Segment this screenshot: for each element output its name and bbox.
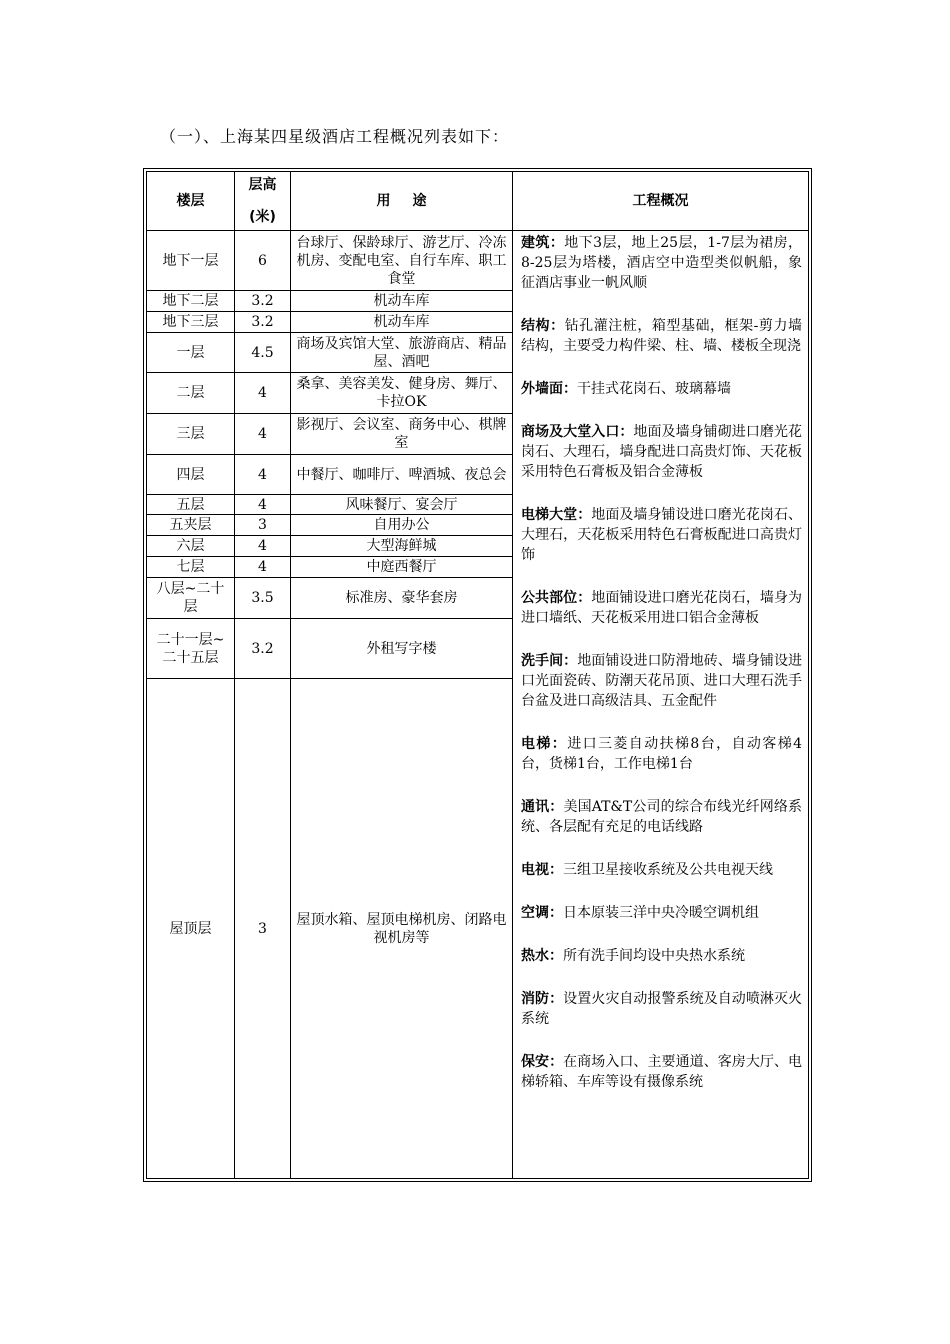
usage-cell: 机动车库 [291, 312, 513, 333]
height-cell: 4 [235, 455, 291, 495]
overview-text: 干挂式花岗石、玻璃幕墙 [577, 381, 731, 397]
overview-label: 外墙面： [521, 381, 577, 397]
overview-label: 空调： [521, 905, 563, 921]
overview-item [521, 588, 802, 628]
table-row [147, 231, 809, 291]
usage-cell: 风味餐厅、宴会厅 [291, 495, 513, 515]
usage-cell: 桑拿、美容美发、健身房、舞厅、卡拉OK [291, 373, 513, 414]
overview-text: 三组卫星接收系统及公共电视天线 [563, 862, 773, 878]
overview-text: 地面及墙身铺设进口磨光花岗石、大理石，天花板采用特色石膏板配进口高贵灯饰 [521, 507, 803, 563]
usage-cell: 屋顶水箱、屋顶电梯机房、闭路电视机房等 [291, 679, 513, 1179]
overview-label: 洗手间： [521, 653, 578, 669]
overview-label: 结构： [521, 318, 565, 334]
height-cell: 3 [235, 515, 291, 536]
overview-text: 地下3层，地上25层，1-7层为裙房，8-25层为塔楼，酒店空中造型类似帆船，象征酒店事业一帆风顺 [521, 235, 802, 291]
floor-cell: 八层~二十层 [147, 578, 235, 619]
overview-label: 建筑： [521, 235, 565, 251]
table-header-row [147, 172, 809, 231]
overview-item [521, 651, 802, 711]
overview-label: 商场及大堂入口： [521, 424, 634, 440]
header-height-line2: (米) [249, 209, 276, 225]
overview-item [521, 505, 802, 565]
overview-item [521, 903, 802, 923]
overview-text: 地面铺设进口磨光花岗石，墙身为进口墙纸、天花板采用进口铝合金薄板 [521, 590, 803, 626]
overview-item [521, 1052, 802, 1092]
overview-label: 电视： [521, 862, 563, 878]
usage-cell: 商场及宾馆大堂、旅游商店、精品屋、酒吧 [291, 333, 513, 373]
floor-cell: 二层 [147, 373, 235, 414]
overview-item [521, 946, 802, 966]
usage-cell: 自用办公 [291, 515, 513, 536]
height-cell: 4 [235, 495, 291, 515]
overview-label: 保安： [521, 1054, 564, 1070]
project-table-frame [143, 168, 812, 1182]
overview-item [521, 734, 802, 774]
header-height-line1: 层高 [248, 177, 277, 193]
overview-text: 所有洗手间均设中央热水系统 [563, 948, 745, 964]
height-cell: 3.2 [235, 619, 291, 679]
overview-label: 通讯： [521, 799, 564, 815]
overview-item [521, 422, 802, 482]
header-height [235, 172, 291, 231]
overview-text: 进口三菱自动扶梯8台，自动客梯4台，货梯1台，工作电梯1台 [521, 736, 802, 772]
usage-cell: 标准房、豪华套房 [291, 578, 513, 619]
overview-item [521, 233, 802, 293]
height-cell: 3 [235, 679, 291, 1179]
height-cell: 4 [235, 414, 291, 455]
overview-label: 公共部位： [521, 590, 592, 606]
height-cell: 4 [235, 557, 291, 578]
overview-text: 地面及墙身铺砌进口磨光花岗石、大理石，墙身配进口高贵灯饰、天花板采用特色石膏板及铝合金薄板 [521, 424, 803, 480]
overview-text: 地面铺设进口防滑地砖、墙身铺设进口光面瓷砖、防潮天花吊顶、进口大理石洗手台盆及进口高级洁具、五金配件 [521, 653, 803, 709]
overview-label: 电梯大堂： [521, 507, 592, 523]
height-cell: 3.2 [235, 291, 291, 312]
height-cell: 4 [235, 373, 291, 414]
floor-cell: 七层 [147, 557, 235, 578]
height-cell: 6 [235, 231, 291, 291]
floor-cell: 二十一层~二十五层 [147, 619, 235, 679]
usage-cell: 机动车库 [291, 291, 513, 312]
floor-cell: 屋顶层 [147, 679, 235, 1179]
usage-cell: 中餐厅、咖啡厅、啤酒城、夜总会 [291, 455, 513, 495]
floor-cell: 六层 [147, 536, 235, 557]
floor-cell: 五夹层 [147, 515, 235, 536]
overview-item [521, 860, 802, 880]
overview-item [521, 989, 802, 1029]
overview-text: 设置火灾自动报警系统及自动喷淋灭火系统 [521, 991, 803, 1027]
header-usage-part1: 用 [376, 193, 391, 209]
height-cell: 4.5 [235, 333, 291, 373]
usage-cell: 外租写字楼 [291, 619, 513, 679]
floor-cell: 四层 [147, 455, 235, 495]
overview-cell [513, 231, 809, 1179]
overview-item [521, 379, 802, 399]
floor-cell: 地下二层 [147, 291, 235, 312]
usage-cell: 中庭西餐厅 [291, 557, 513, 578]
usage-cell: 影视厅、会议室、商务中心、棋牌室 [291, 414, 513, 455]
floor-cell: 地下三层 [147, 312, 235, 333]
header-overview: 工程概况 [513, 172, 809, 231]
project-overview-table [146, 171, 809, 1179]
height-cell: 3.5 [235, 578, 291, 619]
usage-cell: 大型海鲜城 [291, 536, 513, 557]
header-usage [291, 172, 513, 231]
usage-cell: 台球厅、保龄球厅、游艺厅、冷冻机房、变配电室、自行车库、职工食堂 [291, 231, 513, 291]
overview-label: 电梯： [521, 736, 568, 752]
overview-label: 消防： [521, 991, 564, 1007]
overview-item [521, 797, 802, 837]
height-cell: 3.2 [235, 312, 291, 333]
overview-text: 在商场入口、主要通道、客房大厅、电梯轿箱、车库等设有摄像系统 [521, 1054, 803, 1090]
overview-text: 钻孔灌注桩，箱型基础，框架-剪力墙结构，主要受力构件梁、柱、墙、楼板全现浇 [521, 318, 802, 354]
overview-text: 日本原装三洋中央冷暖空调机组 [563, 905, 759, 921]
overview-label: 热水： [521, 948, 563, 964]
header-floor: 楼层 [147, 172, 235, 231]
floor-cell: 五层 [147, 495, 235, 515]
page-heading: （一）、上海某四星级酒店工程概况列表如下： [160, 127, 510, 146]
floor-cell: 三层 [147, 414, 235, 455]
overview-item [521, 316, 802, 356]
floor-cell: 一层 [147, 333, 235, 373]
overview-text: 美国AT&T公司的综合布线光纤网络系统、各层配有充足的电话线路 [521, 799, 803, 835]
header-usage-part2: 途 [412, 193, 427, 209]
floor-cell: 地下一层 [147, 231, 235, 291]
height-cell: 4 [235, 536, 291, 557]
